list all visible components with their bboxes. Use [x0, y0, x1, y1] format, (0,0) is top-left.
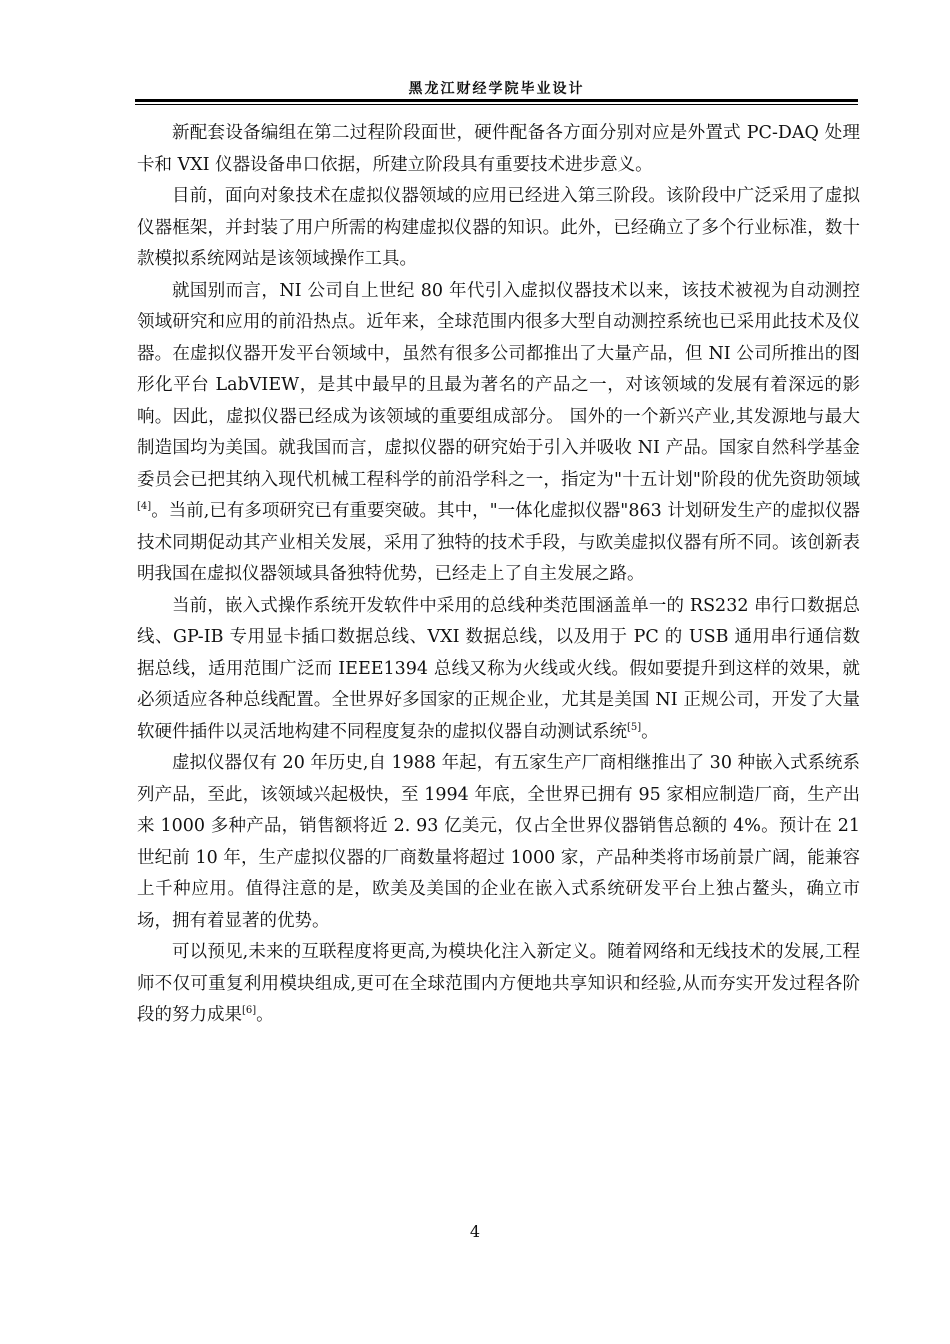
page-number: 4 [469, 1222, 481, 1241]
paragraph-4: 当前，嵌入式操作系统开发软件中采用的总线种类范围涵盖单一的 RS232 串行口数据总线、GP-IB 专用显卡插口数据总线、VXI 数据总线，以及用于 PC 的 USB 通用串行通信数据总线，适用范围广泛而 IEEE1394 总线又称为火线或火线。假如要提升到这样的效果，就必须适应各种总线配置。全世界好多国家的正规企业，尤其是美国 NI 正规公司，开发了大量软硬件插件以灵活地构建不同程度复杂的虚拟仪器自动测试系统[5]。 [137, 595, 860, 742]
paragraph-3: 就国别而言，NI 公司自上世纪 80 年代引入虚拟仪器技术以来，该技术被视为自动测控领域研究和应用的前沿热点。近年来，全球范围内很多大型自动测控系统也已采用此技术及仪器。在虚拟仪器开发平台领域中，虽然有很多公司都推出了大量产品，但 NI 公司所推出的图形化平台 LabVIEW，是其中最早的且最为著名的产品之一，对该领域的发展有着深远的影响。因此，虚拟仪器已经成为该领域的重要组成部分。 国外的一个新兴产业,其发源地与最大制造国均为美国。就我国而言，虚拟仪器的研究始于引入并吸收 NI 产品。国家自然科学基金委员会已把其纳入现代机械工程科学的前沿学科之一，指定为"十五计划"阶段的优先资助领域[4]。当前,已有多项研究已有重要突破。其中，"一体化虚拟仪器"863 计划研发生产的虚拟仪器技术同期促动其产业相关发展，采用了独特的技术手段，与欧美虚拟仪器有所不同。该创新表明我国在虚拟仪器领域具备独特优势，已经走上了自主发展之路。 [137, 280, 860, 584]
header-rule-thin [135, 104, 858, 105]
paragraph-6: 可以预见,未来的互联程度将更高,为模块化注入新定义。随着网络和无线技术的发展,工程师不仅可重复利用模块组成,更可在全球范围内方便地共享知识和经验,从而夯实开发过程各阶段的努力成果[6]。 [137, 942, 860, 1025]
page-header-title: 黑龙江财经学院毕业设计 [408, 81, 585, 97]
paragraph-1: 新配套设备编组在第二过程阶段面世，硬件配备各方面分别对应是外置式 PC-DAQ 处理卡和 VXI 仪器设备串口依据，所建立阶段具有重要技术进步意义。 [137, 123, 860, 175]
citation-5: [5] [627, 721, 642, 733]
header-rule-thick [135, 99, 858, 102]
body-text [137, 118, 860, 1032]
citation-4: [4] [137, 501, 152, 513]
paragraph-2: 目前，面向对象技术在虚拟仪器领域的应用已经进入第三阶段。该阶段中广泛采用了虚拟仪器框架，并封装了用户所需的构建虚拟仪器的知识。此外，已经确立了多个行业标准，数十款模拟系统网站是该领域操作工具。 [137, 186, 860, 269]
citation-6: [6] [242, 1005, 257, 1017]
paragraph-5: 虚拟仪器仅有 20 年历史,自 1988 年起，有五家生产厂商相继推出了 30 种嵌入式系统系列产品，至此，该领域兴起极快，至 1994 年底，全世界已拥有 95 家相应制造厂商，生产出来 1000 多种产品，销售额将近 2. 93 亿美元，仅占全世界仪器销售总额的 4%。预计在 21 世纪前 10 年，生产虚拟仪器的厂商数量将超过 1000 家，产品种类将市场前景广阔，能兼容上千种应用。值得注意的是，欧美及美国的企业在嵌入式系统研发平台上独占鳌头，确立市场，拥有着显著的优势。 [137, 753, 861, 931]
